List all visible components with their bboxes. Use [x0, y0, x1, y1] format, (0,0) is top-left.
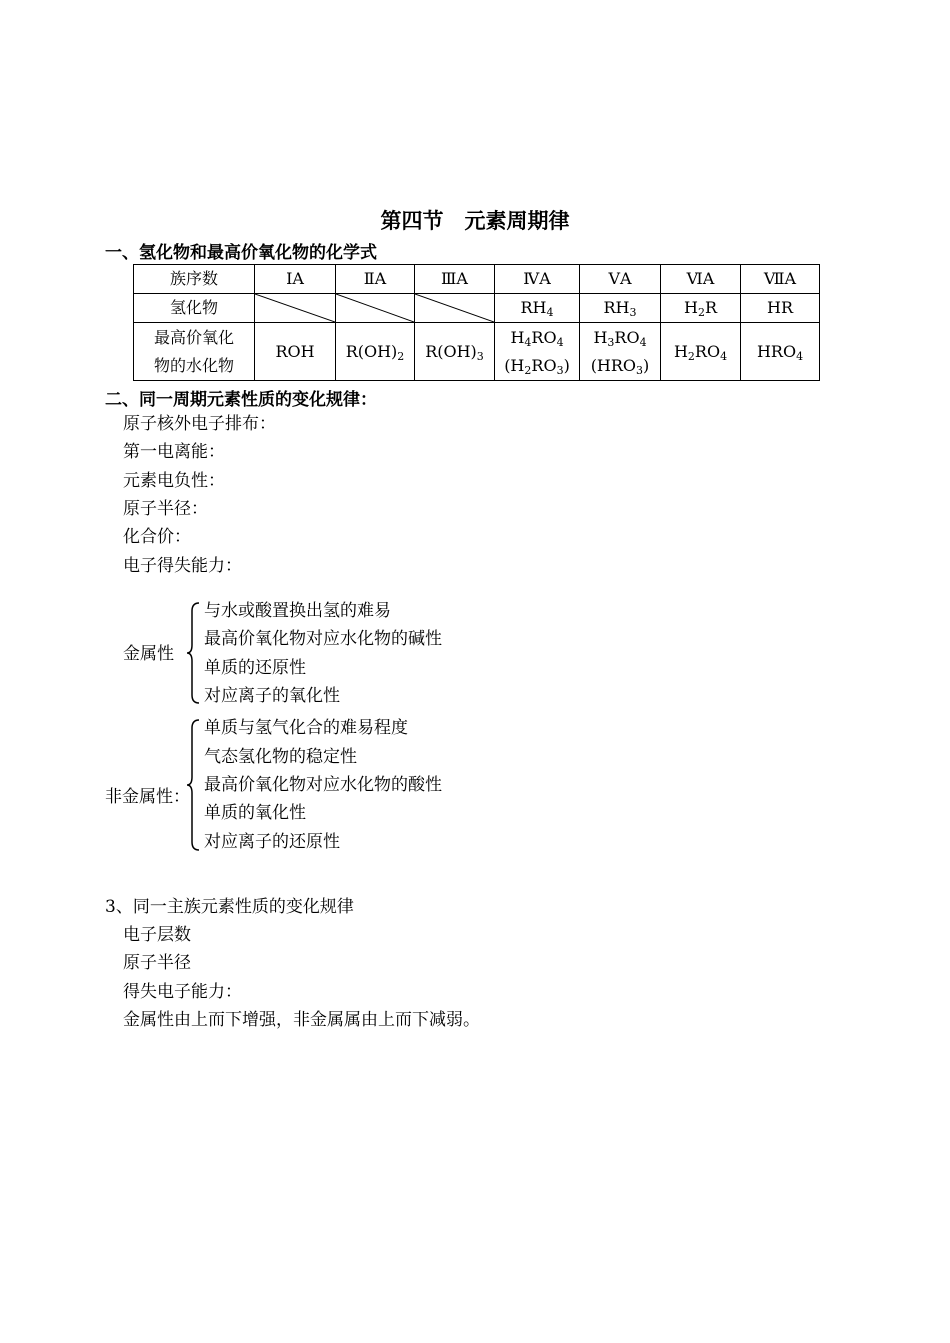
metallic-label: 金属性	[123, 644, 174, 664]
nonmetallic-item: 单质的氧化性	[204, 803, 306, 823]
metallic-item: 最高价氧化物对应水化物的碱性	[204, 629, 442, 649]
text-line: 原子半径	[123, 953, 191, 973]
row-header-hydride: 氢化物	[134, 294, 255, 323]
metallic-item: 与水或酸置换出氢的难易	[204, 601, 391, 621]
section2-heading: 二、同一周期元素性质的变化规律：	[105, 390, 377, 410]
hydroxide-cell: $HRO_4$	[741, 323, 820, 381]
hydride-cell: $RH_4$	[495, 294, 580, 323]
nonmetallic-item: 最高价氧化物对应水化物的酸性	[204, 775, 442, 795]
table-row	[134, 294, 820, 323]
hydroxide-cell: $H_2RO_4$	[661, 323, 741, 381]
page-title: 第四节 元素周期律	[380, 209, 570, 233]
empty-diagonal-cell	[336, 294, 415, 323]
text-line: 原子核外电子排布：	[123, 414, 276, 434]
metallic-item: 对应离子的氧化性	[204, 686, 340, 706]
hydroxide-cell: $R(OH)_3$	[415, 323, 495, 381]
group-cell: ⅥA	[661, 265, 741, 294]
empty-diagonal-cell	[415, 294, 495, 323]
hydride-cell: $RH_3$	[580, 294, 661, 323]
hydroxide-cell: ROH	[255, 323, 336, 381]
text-line: 电子得失能力：	[123, 556, 242, 576]
group-cell: ⅦA	[741, 265, 820, 294]
group-cell: ⅡA	[336, 265, 415, 294]
hydride-cell: HR	[741, 294, 820, 323]
text-line: 第一电离能：	[123, 442, 225, 462]
row-header-hydroxide: 最高价氧化 物的水化物	[134, 323, 255, 381]
row-header-group: 族序数	[134, 265, 255, 294]
brace-icon	[186, 718, 202, 852]
section3-heading: 3、同一主族元素性质的变化规律	[105, 897, 354, 917]
hydride-cell: $H_2R$	[661, 294, 741, 323]
metallic-item: 单质的还原性	[204, 658, 306, 678]
nonmetallic-item: 对应离子的还原性	[204, 832, 340, 852]
table-row	[134, 265, 820, 294]
group-cell: ⅣA	[495, 265, 580, 294]
hydroxide-cell: $H_3RO_4$ $(HRO_3)$	[580, 323, 661, 381]
text-line: 元素电负性：	[123, 471, 225, 491]
nonmetallic-label: 非金属性：	[105, 787, 190, 807]
hydroxide-cell: $H_4RO_4$ $(H_2RO_3)$	[495, 323, 580, 381]
text-line: 化合价：	[123, 527, 191, 547]
group-cell: IA	[255, 265, 336, 294]
empty-diagonal-cell	[255, 294, 336, 323]
nonmetallic-item: 单质与氢气化合的难易程度	[204, 718, 408, 738]
text-line: 得失电子能力：	[123, 982, 242, 1002]
nonmetallic-item: 气态氢化物的稳定性	[204, 747, 357, 767]
text-line: 金属性由上而下增强，非金属属由上而下减弱。	[123, 1010, 480, 1030]
brace-icon	[186, 601, 202, 705]
group-cell: ⅤA	[580, 265, 661, 294]
text-line: 电子层数	[123, 925, 191, 945]
text-line: 原子半径：	[123, 499, 208, 519]
section1-heading: 一、氢化物和最高价氧化物的化学式	[105, 243, 377, 263]
hydroxide-cell: $R(OH)_2$	[336, 323, 415, 381]
formula-table	[133, 264, 820, 381]
group-cell: ⅢA	[415, 265, 495, 294]
table-row	[134, 323, 820, 381]
